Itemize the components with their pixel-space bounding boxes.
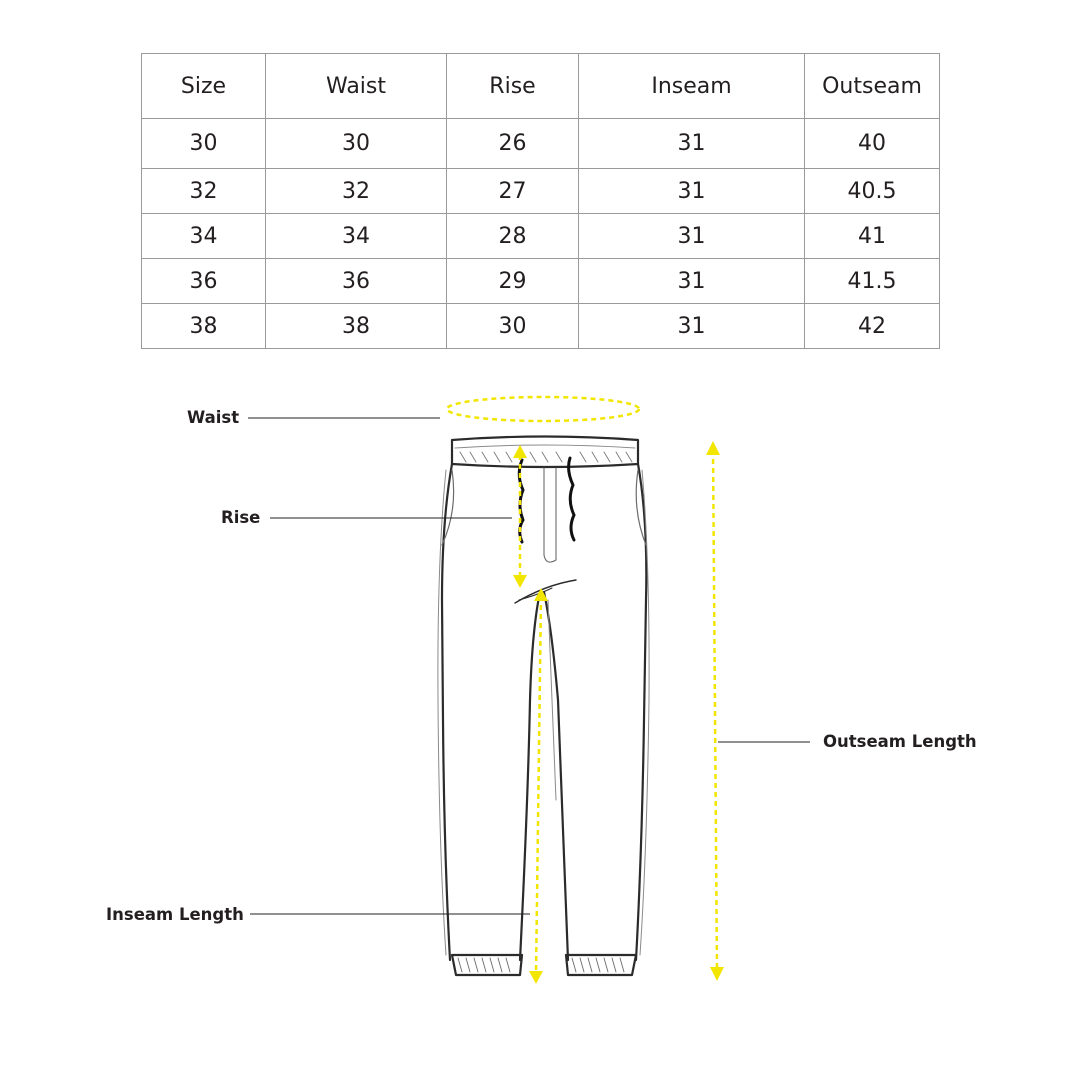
table-cell: 31 — [579, 304, 805, 349]
inseam-length-label: Inseam Length — [106, 905, 244, 924]
rise-label: Rise — [221, 508, 261, 527]
table-cell: 30 — [447, 304, 579, 349]
left-cuff — [452, 955, 522, 975]
leader-lines — [248, 418, 810, 914]
outseam-arrow-down — [710, 967, 724, 981]
table-cell: 31 — [579, 169, 805, 214]
table-cell: 34 — [142, 214, 266, 259]
outseam-arrow-up — [706, 441, 720, 455]
table-cell: 29 — [447, 259, 579, 304]
pants-sketch — [438, 437, 649, 976]
right-drawstring — [569, 458, 574, 540]
outseam-guide-line — [713, 450, 717, 972]
table-cell: 32 — [142, 169, 266, 214]
table-cell: 40.5 — [805, 169, 940, 214]
header-inseam: Inseam — [579, 54, 805, 119]
right-cuff — [566, 955, 636, 975]
table-cell: 34 — [266, 214, 447, 259]
table-cell: 36 — [142, 259, 266, 304]
fly — [544, 468, 556, 562]
inseam-arrow-down — [529, 971, 543, 984]
outseam-length-label: Outseam Length — [823, 732, 977, 751]
table-cell: 36 — [266, 259, 447, 304]
table-cell: 40 — [805, 119, 940, 169]
table-cell: 31 — [579, 259, 805, 304]
table-cell: 28 — [447, 214, 579, 259]
table-cell: 31 — [579, 214, 805, 259]
header-outseam: Outseam — [805, 54, 940, 119]
table-cell: 41.5 — [805, 259, 940, 304]
drawstrings — [519, 458, 574, 542]
rise-arrow-up — [513, 445, 527, 458]
table-cell: 42 — [805, 304, 940, 349]
inseam-guide-line — [536, 596, 541, 975]
table-cell: 26 — [447, 119, 579, 169]
measurement-arrowheads — [513, 441, 724, 984]
table-cell: 27 — [447, 169, 579, 214]
right-inner-seam — [544, 592, 568, 960]
table-cell: 38 — [142, 304, 266, 349]
header-waist: Waist — [266, 54, 447, 119]
table-cell: 30 — [266, 119, 447, 169]
table-cell: 38 — [266, 304, 447, 349]
table-cell: 30 — [142, 119, 266, 169]
left-outer-seam — [442, 464, 452, 960]
table-cell: 32 — [266, 169, 447, 214]
right-outer-seam — [636, 464, 646, 960]
header-rise: Rise — [447, 54, 579, 119]
waist-guide-ellipse — [447, 397, 639, 421]
header-size: Size — [142, 54, 266, 119]
table-cell: 31 — [579, 119, 805, 169]
rise-arrow-down — [513, 575, 527, 588]
table-cell: 41 — [805, 214, 940, 259]
waist-label: Waist — [187, 408, 240, 427]
measurement-guides — [447, 397, 717, 975]
